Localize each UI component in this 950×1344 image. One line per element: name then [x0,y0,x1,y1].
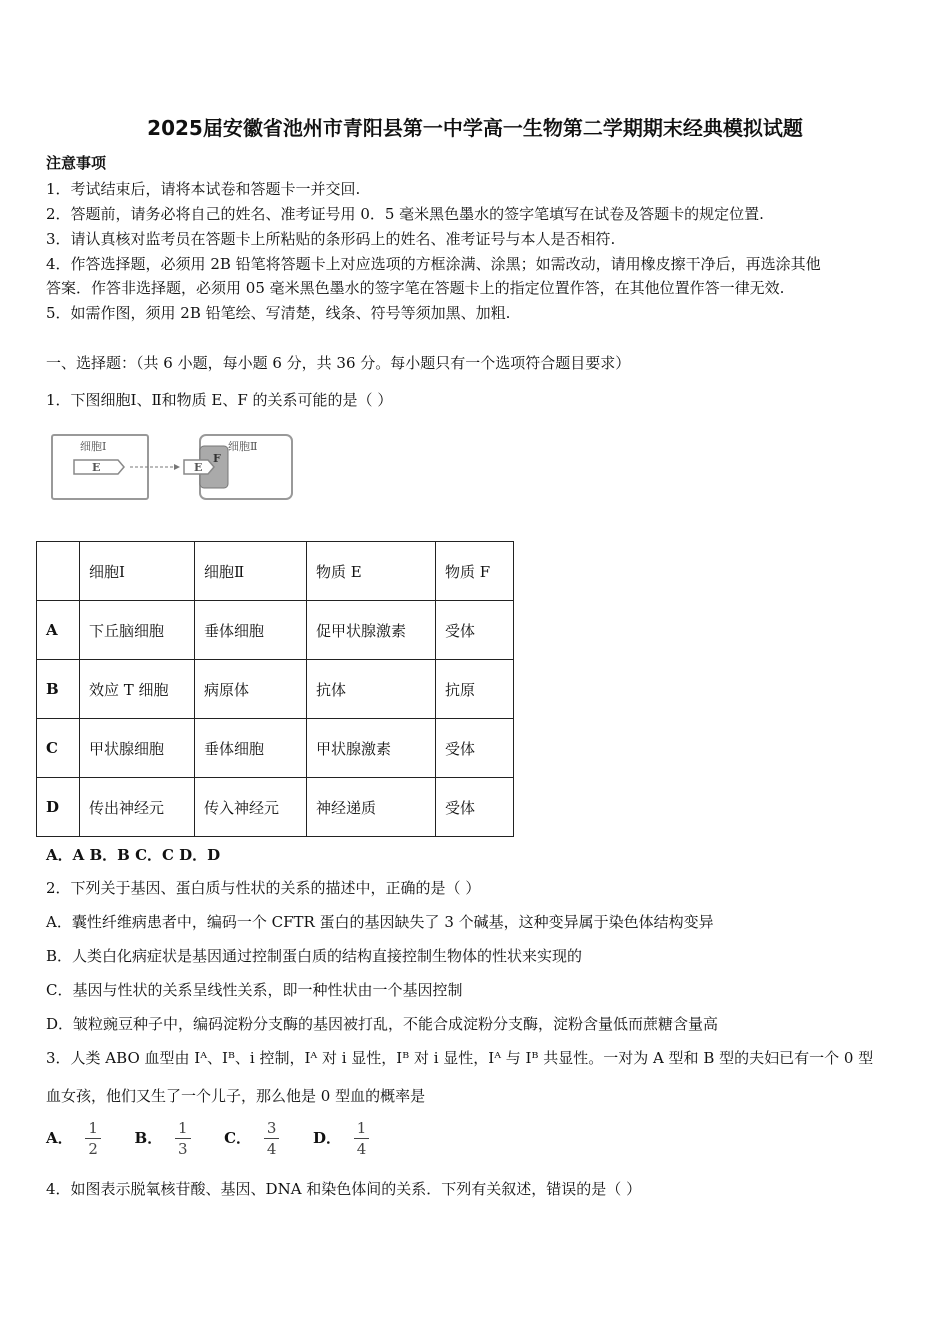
table-cell [37,542,80,601]
fraction: $\frac{1}{3}$ [175,1118,191,1159]
substance-f-label: F [213,452,221,465]
notice-item: 5．如需作图，须用 2B 铅笔绘、写清楚，线条、符号等须加黑、加粗. [46,304,511,322]
table-cell: 受体 [436,601,514,660]
question-1-options: A．A B．B C．C D．D [46,846,221,864]
option-label: A． [46,1128,73,1147]
table-row [37,660,514,719]
table-cell: 物质 E [307,542,436,601]
table-header-row [37,542,514,601]
option-label: B． [134,1128,163,1147]
table-cell: 甲状腺激素 [307,719,436,778]
notice-item: 1．考试结束后，请将本试卷和答题卡一并交回. [46,180,361,198]
notice-item: 3．请认真核对监考员在答题卡上所粘贴的条形码上的姓名、准考证号与本人是否相符. [46,230,616,248]
cell-diagram [50,432,295,504]
table-cell: 物质 F [436,542,514,601]
table-cell: 细胞Ⅱ [195,542,307,601]
table-row [37,601,514,660]
question-2-option-a: A．囊性纤维病患者中，编码一个 CFTR 蛋白的基因缺失了 3 个碱基，这种变异属于染色体结构变异 [46,913,714,931]
question-1-table [36,541,514,837]
question-2-option-c: C．基因与性状的关系呈线性关系，即一种性状由一个基因控制 [46,981,463,999]
section-heading: 一、选择题：（共 6 小题，每小题 6 分，共 36 分。每小题只有一个选项符合题目要求） [46,354,631,372]
question-3-stem-line2: 血女孩，他们又生了一个儿子，那么他是 0 型血的概率是 [46,1087,426,1105]
table-row [37,778,514,837]
table-cell: A [37,601,80,660]
fraction: $\frac{1}{4}$ [354,1118,370,1159]
table-cell: 受体 [436,719,514,778]
table-cell: 垂体细胞 [195,601,307,660]
question-2-option-b: B．人类白化病症状是基因通过控制蛋白质的结构直接控制生物体的性状来实现的 [46,947,583,965]
page-title: 2025届安徽省池州市青阳县第一中学高一生物第二学期期末经典模拟试题 [147,116,803,140]
table-cell: 抗体 [307,660,436,719]
substance-e-label-2: E [194,461,203,474]
table-cell: 促甲状腺激素 [307,601,436,660]
question-1-stem: 1．下图细胞Ⅰ、Ⅱ和物质 E、F 的关系可能的是（ ） [46,391,393,409]
table-cell: 下丘脑细胞 [80,601,195,660]
fraction: $\frac{3}{4}$ [264,1118,280,1159]
question-3-stem-line1: 3．人类 ABO 血型由 Iᴬ、Iᴮ、i 控制，Iᴬ 对 i 显性，Iᴮ 对 i 显性，Iᴬ 与 Iᴮ 共显性。一对为 A 型和 B 型的夫妇已有一个 0 型 [46,1049,874,1067]
table-cell: 病原体 [195,660,307,719]
question-2-stem: 2．下列关于基因、蛋白质与性状的关系的描述中，正确的是（ ） [46,879,481,897]
table-cell: 神经递质 [307,778,436,837]
table-cell: 甲状腺细胞 [80,719,195,778]
option-label: D． [312,1128,341,1147]
notice-item: 4．作答选择题，必须用 2B 铅笔将答题卡上对应选项的方框涂满、涂黑；如需改动，请用橡皮擦干净后，再选涂其他 [46,255,821,273]
table-cell: B [37,660,80,719]
question-2-option-d: D．皱粒豌豆种子中，编码淀粉分支酶的基因被打乱，不能合成淀粉分支酶，淀粉含量低而蔗糖含量高 [46,1015,719,1033]
question-3-options [46,1118,371,1159]
table-cell: 受体 [436,778,514,837]
table-cell: 细胞Ⅰ [80,542,195,601]
fraction: $\frac{1}{2}$ [85,1118,101,1159]
table-cell: 效应 T 细胞 [80,660,195,719]
table-row [37,719,514,778]
table-cell: 垂体细胞 [195,719,307,778]
table-cell: 抗原 [436,660,514,719]
question-4-stem: 4．如图表示脱氧核苷酸、基因、DNA 和染色体间的关系．下列有关叙述，错误的是（ ） [46,1180,642,1198]
table-cell: 传出神经元 [80,778,195,837]
notice-item: 答案．作答非选择题，必须用 05 毫米黑色墨水的签字笔在答题卡上的指定位置作答，在其他位置作答一律无效. [46,279,785,297]
cell2-label: 细胞Ⅱ [228,440,258,453]
option-label: C． [224,1128,252,1147]
substance-e-label-1: E [92,461,101,474]
table-cell: C [37,719,80,778]
table-cell: D [37,778,80,837]
notice-heading: 注意事项 [46,154,107,172]
table-cell: 传入神经元 [195,778,307,837]
cell1-label: 细胞Ⅰ [80,440,107,453]
notice-item: 2．答题前，请务必将自己的姓名、准考证号用 0．5 毫米黑色墨水的签字笔填写在试卷及答题卡的规定位置. [46,205,764,223]
